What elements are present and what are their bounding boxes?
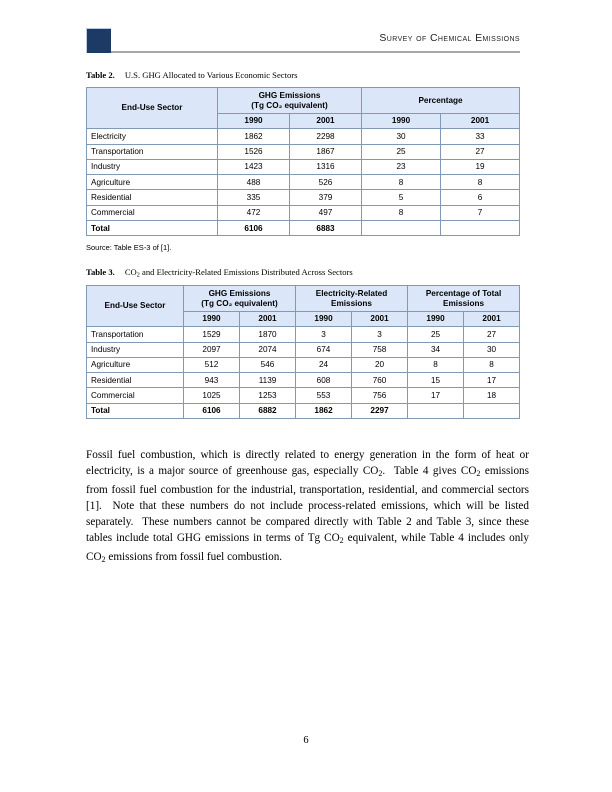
table3-year-ghg-2001: 2001 <box>240 312 296 327</box>
table2-r4-ghg-2001: 379 <box>290 190 362 205</box>
table2-header-row-top <box>87 88 520 114</box>
table3-year-ghg-1990: 1990 <box>184 312 240 327</box>
table2-r1-pct-1990: 25 <box>362 144 441 159</box>
table2-group-ghg-line2: (Tg CO₂ equivalent) <box>251 100 328 110</box>
header-divider-rule <box>111 51 520 53</box>
table3-r3-ghg-2001: 1139 <box>240 373 296 388</box>
table-row <box>87 205 520 220</box>
table3-r4-pct-2001: 18 <box>464 388 520 403</box>
table2-r1-sector: Transportation <box>87 144 218 159</box>
table2-r4-ghg-1990: 335 <box>218 190 290 205</box>
table2-ghg-by-sector <box>86 87 520 236</box>
table3-caption <box>86 267 353 278</box>
table3-r1-elec-1990: 674 <box>296 342 352 357</box>
table2-caption-label: Table 2. <box>86 70 115 80</box>
table-row <box>87 342 520 357</box>
table2-r3-pct-2001: 8 <box>441 175 520 190</box>
table3-caption-rest: and Electricity-Related Emissions Distributed Across Sectors <box>139 267 353 277</box>
table3-r3-elec-1990: 608 <box>296 373 352 388</box>
table3-total-label: Total <box>87 403 184 418</box>
table2-r4-pct-1990: 5 <box>362 190 441 205</box>
table3-r1-pct-2001: 30 <box>464 342 520 357</box>
table-row <box>87 190 520 205</box>
table2-total-pct-2001 <box>441 221 520 236</box>
table3-r1-pct-1990: 34 <box>408 342 464 357</box>
table3-group-ghg-line2: (Tg CO₂ equivalent) <box>201 298 278 308</box>
table-row <box>87 129 520 144</box>
table2-r0-ghg-2001: 2298 <box>290 129 362 144</box>
table3-total-ghg-2001: 6882 <box>240 403 296 418</box>
table2-r3-sector: Agriculture <box>87 175 218 190</box>
table3-r3-elec-2001: 760 <box>352 373 408 388</box>
table3-co2-electricity-related <box>86 285 520 419</box>
table3-r1-elec-2001: 758 <box>352 342 408 357</box>
table3-r2-pct-2001: 8 <box>464 357 520 372</box>
table2-year-ghg-2001: 2001 <box>290 114 362 129</box>
table2-r0-sector: Electricity <box>87 129 218 144</box>
table2-caption-text: U.S. GHG Allocated to Various Economic Sectors <box>124 70 298 80</box>
table3-year-pct-1990: 1990 <box>408 312 464 327</box>
table2-r5-ghg-1990: 472 <box>218 205 290 220</box>
table3-r2-sector: Agriculture <box>87 357 184 372</box>
table2-r2-ghg-1990: 1423 <box>218 159 290 174</box>
table3-group-elec-line1: Electricity-Related <box>315 289 388 299</box>
table3-year-elec-2001: 2001 <box>352 312 408 327</box>
table3-caption-co2-sub: 2 <box>136 271 140 279</box>
page-number: 6 <box>303 735 309 746</box>
table3-total-pct-2001 <box>464 403 520 418</box>
table3-r1-ghg-1990: 2097 <box>184 342 240 357</box>
document-running-title: Survey of Chemical Emissions <box>379 32 520 44</box>
table2-r2-ghg-2001: 1316 <box>290 159 362 174</box>
table3-group-ghg-line1: GHG Emissions <box>208 289 271 299</box>
table3-r2-pct-1990: 8 <box>408 357 464 372</box>
table3-r4-pct-1990: 17 <box>408 388 464 403</box>
table2-r5-pct-1990: 8 <box>362 205 441 220</box>
body-paragraph-block <box>86 447 529 568</box>
organization-logo-icon <box>86 28 111 53</box>
table3-r3-sector: Residential <box>87 373 184 388</box>
table3-r4-elec-2001: 756 <box>352 388 408 403</box>
table3-r0-ghg-1990: 1529 <box>184 327 240 342</box>
table2-r2-sector: Industry <box>87 159 218 174</box>
table2-group-ghg-header <box>218 88 362 114</box>
table3-group-percentage-header <box>408 286 520 312</box>
table3-r3-ghg-1990: 943 <box>184 373 240 388</box>
table3-body <box>87 327 520 419</box>
table2-r3-ghg-1990: 488 <box>218 175 290 190</box>
table2-source-note: Source: Table ES-3 of [1]. <box>86 243 172 252</box>
table3-total-elec-1990: 1862 <box>296 403 352 418</box>
table3-caption-text <box>125 267 353 277</box>
table3-r4-elec-1990: 553 <box>296 388 352 403</box>
table2-total-row <box>87 221 520 236</box>
table-row <box>87 388 520 403</box>
table2-r5-ghg-2001: 497 <box>290 205 362 220</box>
table3-year-pct-2001: 2001 <box>464 312 520 327</box>
table3-year-elec-1990: 1990 <box>296 312 352 327</box>
table3-header-row-top <box>87 286 520 312</box>
table2-total-label: Total <box>87 221 218 236</box>
table3-r0-ghg-2001: 1870 <box>240 327 296 342</box>
table2-group-percentage-header: Percentage <box>362 88 520 114</box>
table2-caption <box>86 70 297 80</box>
table2-body <box>87 129 520 236</box>
table2-r5-sector: Commercial <box>87 205 218 220</box>
table2-r3-ghg-2001: 526 <box>290 175 362 190</box>
table2-r5-pct-2001: 7 <box>441 205 520 220</box>
table3-group-electricity-header <box>296 286 408 312</box>
table3-group-elec-line2: Emissions <box>331 298 372 308</box>
table2-r1-ghg-2001: 1867 <box>290 144 362 159</box>
table3-r1-ghg-2001: 2074 <box>240 342 296 357</box>
table2-r4-sector: Residential <box>87 190 218 205</box>
table3-col-sector-header: End-Use Sector <box>87 286 184 327</box>
table2-year-pct-1990: 1990 <box>362 114 441 129</box>
table3-r4-ghg-2001: 1253 <box>240 388 296 403</box>
table3-group-ghg-header <box>184 286 296 312</box>
table3-total-ghg-1990: 6106 <box>184 403 240 418</box>
table2-r4-pct-2001: 6 <box>441 190 520 205</box>
table2-r2-pct-2001: 19 <box>441 159 520 174</box>
table3-r4-sector: Commercial <box>87 388 184 403</box>
table-row <box>87 144 520 159</box>
table3-r1-sector: Industry <box>87 342 184 357</box>
table3-r0-elec-1990: 3 <box>296 327 352 342</box>
table3-r3-pct-2001: 17 <box>464 373 520 388</box>
table2-r0-pct-1990: 30 <box>362 129 441 144</box>
table3-r0-elec-2001: 3 <box>352 327 408 342</box>
table2-total-pct-1990 <box>362 221 441 236</box>
table-row <box>87 175 520 190</box>
table3-r0-sector: Transportation <box>87 327 184 342</box>
page-header <box>86 28 520 60</box>
table3-r3-pct-1990: 15 <box>408 373 464 388</box>
table2-r1-ghg-1990: 1526 <box>218 144 290 159</box>
table-row <box>87 373 520 388</box>
table2-year-ghg-1990: 1990 <box>218 114 290 129</box>
table2-total-ghg-2001: 6883 <box>290 221 362 236</box>
table3-caption-label: Table 3. <box>86 267 115 277</box>
table2-year-pct-2001: 2001 <box>441 114 520 129</box>
table3-total-elec-2001: 2297 <box>352 403 408 418</box>
table2-col-sector-header: End-Use Sector <box>87 88 218 129</box>
table3-group-pct-line2: Emissions <box>443 298 485 308</box>
table3-group-pct-line1: Percentage of Total <box>425 289 502 299</box>
table2-r3-pct-1990: 8 <box>362 175 441 190</box>
table2-r0-ghg-1990: 1862 <box>218 129 290 144</box>
table3-r4-ghg-1990: 1025 <box>184 388 240 403</box>
table3-total-row <box>87 403 520 418</box>
table-row <box>87 357 520 372</box>
table3-r2-ghg-1990: 512 <box>184 357 240 372</box>
table-row <box>87 159 520 174</box>
table2-r0-pct-2001: 33 <box>441 129 520 144</box>
table3-total-pct-1990 <box>408 403 464 418</box>
table3-r2-ghg-2001: 546 <box>240 357 296 372</box>
table3-r2-elec-2001: 20 <box>352 357 408 372</box>
table2-r1-pct-2001: 27 <box>441 144 520 159</box>
table3-caption-co2-pre: CO <box>124 267 137 277</box>
body-paragraph: Fossil fuel combustion, which is directly related to energy generation in the form of heat or electricity, is a major source of greenhouse gas, especially $CO_2$. Table 4 gives $CO_2$ emissions from fossil fuel combustion for the industrial, transportation, residential, and commercial sectors [1]. Note that these numbers do not include process-related emissions, which will be listed separately. These numbers cannot be compared directly with Table 2 and Table 3, since these tables include total GHG emissions in terms of Tg $CO_2$ equivalent, while Table 4 includes only $CO_2$ emissions from fossil fuel combustion. <box>86 449 530 564</box>
table3-r0-pct-2001: 27 <box>464 327 520 342</box>
table-row <box>87 327 520 342</box>
table3-r0-pct-1990: 25 <box>408 327 464 342</box>
table2-r2-pct-1990: 23 <box>362 159 441 174</box>
table2-total-ghg-1990: 6106 <box>218 221 290 236</box>
table2-group-ghg-line1: GHG Emissions <box>258 91 321 101</box>
table3-r2-elec-1990: 24 <box>296 357 352 372</box>
